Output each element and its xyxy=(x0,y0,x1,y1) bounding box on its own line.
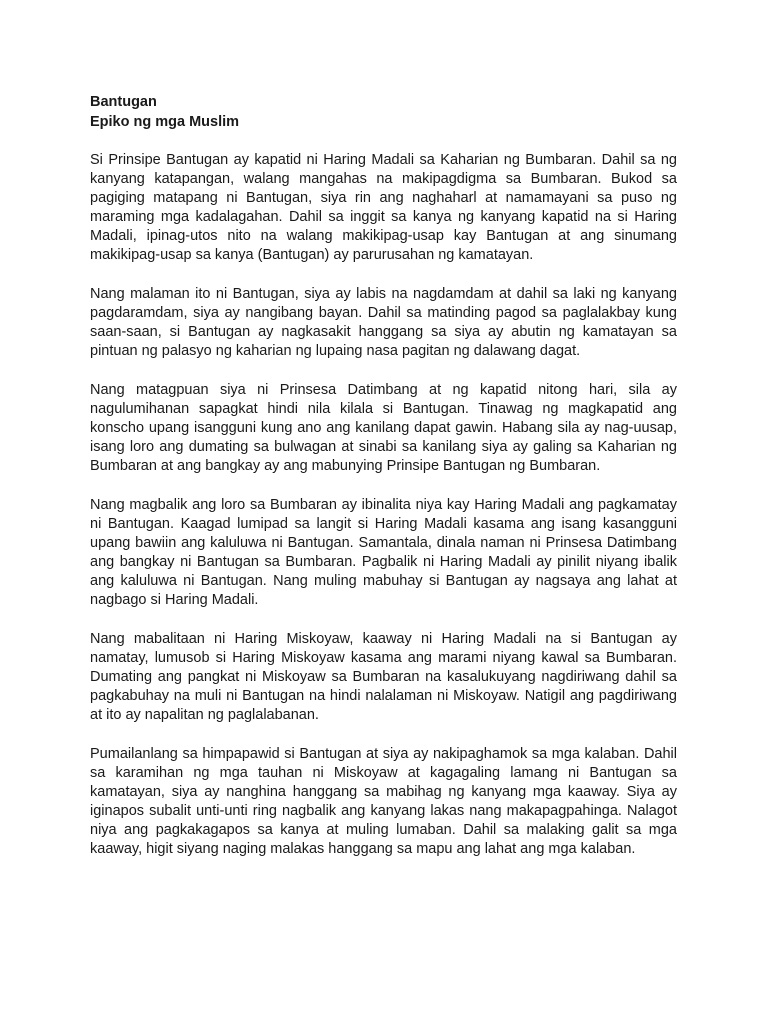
spacer xyxy=(90,132,677,151)
spacer xyxy=(90,476,677,496)
paragraph-4: Nang magbalik ang loro sa Bumbaran ay ibinalita niya kay Haring Madali ang pagkamatay ni Bantugan. Kaagad lumipad sa langit si Haring Madali kasama ang isang kasangguni upang bawiin ang kaluluwa ni Bantugan. Samantala, dinala naman ni Prinsesa Datimbang ang bangkay ni Bantugan sa Bumbaran. Pagbalik ni Haring Madali ay pinilit niyang ibalik ang kaluluwa ni Bantugan. Nang muling mabuhay si Bantugan ay nagsaya ang lahat at nagbago si Haring Madali. xyxy=(90,496,677,609)
document-subtitle: Epiko ng mga Muslim xyxy=(90,114,240,130)
document-page xyxy=(90,92,677,860)
paragraph-1: Si Prinsipe Bantugan ay kapatid ni Haring Madali sa Kaharian ng Bumbaran. Dahil sa ng kanyang katapangan, walang mangahas na makipagdigma sa Bumbaran. Bukod sa pagiging matapang ni Bantugan, siya rin ang naghaharl at namamayani sa puso ng maraming mga kadalagahan. Dahil sa inggit sa kanya ng kanyang kapatid na si Haring Madali, ipinag-utos nito na walang makikipag-usap kay Bantugan at ang sinumang makikipag-usap sa kanya (Bantugan) ay parurusahan ng kamatayan. xyxy=(90,152,677,264)
spacer xyxy=(90,610,677,630)
paragraph-3: Nang matagpuan siya ni Prinsesa Datimbang at ng kapatid nitong hari, sila ay nagulumihanan sapagkat hindi nila kilala si Bantugan. Tinawag ng magkapatid ang konscho upang isangguni kung ano ang kanilang dapat gawin. Habang sila ay nag-uusap, isang loro ang dumating sa bulwagan at sinabi sa kanilang siya ay galing sa Kaharian ng Bumbaran at ang bangkay ay ang mabunying Prinsipe Bantugan ng Bumbaran. xyxy=(90,381,677,475)
paragraph-2: Nang malaman ito ni Bantugan, siya ay labis na nagdamdam at dahil sa laki ng kanyang pagdaramdam, siya ay nangibang bayan. Dahil sa matinding pagod sa paglalakbay kung saan-saan, si Bantugan ay nagkasakit hanggang sa siya ay abutin ng kamatayan sa pintuan ng palasyo ng kaharian ng lupaing nasa pagitan ng dalawang dagat. xyxy=(90,286,677,360)
document-title: Bantugan xyxy=(90,94,157,110)
spacer xyxy=(90,266,677,286)
spacer xyxy=(90,361,677,381)
spacer xyxy=(90,725,677,745)
paragraph-5: Nang mabalitaan ni Haring Miskoyaw, kaaway ni Haring Madali na si Bantugan ay namatay, lumusob si Haring Miskoyaw kasama ang marami niyang kawal sa Bumbaran. Dumating ang pangkat ni Miskoyaw sa Bumbaran na kasalukuyang nagdiriwang dahil sa pagkabuhay na muli ni Bantugan na hindi nalalaman ni Miskoyaw. Natigil ang pagdiriwang at ito ay napalitan ng paglalabanan. xyxy=(90,630,677,724)
paragraph-6: Pumailanlang sa himpapawid si Bantugan at siya ay nakipaghamok sa mga kalaban. Dahil sa karamihan ng mga tauhan ni Miskoyaw at kagagaling lamang ni Bantugan sa kamatayan, siya ay nanghina hanggang sa mabihag ng kanyang mga kaaway. Siya ay iginapos subalit unti-unti ring nagbalik ang kanyang lakas nang makapagpahinga. Nalagot niya ang pagkakagapos sa kanya at muling lumaban. Dahil sa malaking galit sa mga kaaway, higit siyang naging malakas hanggang sa mapu ang lahat ang mga kalaban. xyxy=(90,745,677,858)
